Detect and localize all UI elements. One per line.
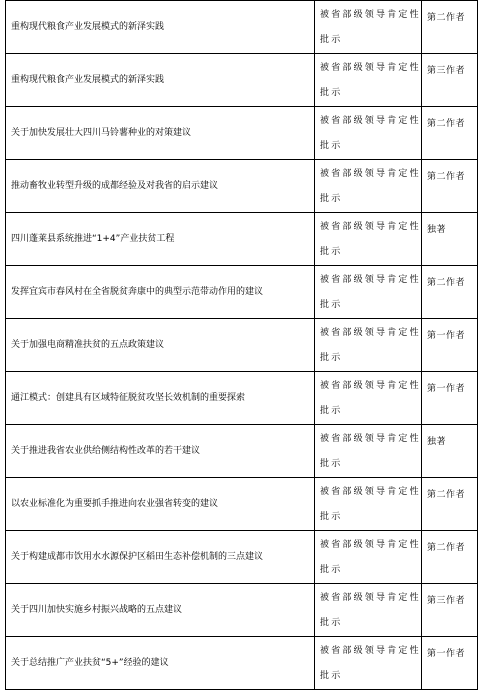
table-row xyxy=(6,584,478,637)
author-role: 第一作者 xyxy=(422,637,478,690)
table-row xyxy=(6,1,478,54)
table-body xyxy=(6,1,478,690)
approval-status: 被省部级领导肯定性批示 xyxy=(315,531,422,584)
table-row xyxy=(6,319,478,372)
author-role: 第三作者 xyxy=(422,584,478,637)
table-row xyxy=(6,637,478,690)
approval-status: 被省部级领导肯定性批示 xyxy=(315,107,422,160)
report-title: 关于加强电商精准扶贫的五点政策建议 xyxy=(6,319,315,372)
approval-status: 被省部级领导肯定性批示 xyxy=(315,266,422,319)
author-role: 第二作者 xyxy=(422,107,478,160)
report-title: 四川蓬莱县系统推进“1+4”产业扶贫工程 xyxy=(6,213,315,266)
approval-status: 被省部级领导肯定性批示 xyxy=(315,54,422,107)
report-title: 关于推进我省农业供给侧结构性改革的若干建议 xyxy=(6,425,315,478)
author-role: 第二作者 xyxy=(422,531,478,584)
author-role: 独著 xyxy=(422,425,478,478)
report-title: 关于加快发展壮大四川马铃薯种业的对策建议 xyxy=(6,107,315,160)
table-row xyxy=(6,54,478,107)
report-title: 重构现代粮食产业发展模式的新泽实践 xyxy=(6,1,315,54)
table-row xyxy=(6,478,478,531)
approval-status: 被省部级领导肯定性批示 xyxy=(315,319,422,372)
achievements-table xyxy=(5,0,478,690)
author-role: 第一作者 xyxy=(422,319,478,372)
table-row xyxy=(6,160,478,213)
approval-status: 被省部级领导肯定性批示 xyxy=(315,213,422,266)
author-role: 第二作者 xyxy=(422,160,478,213)
approval-status: 被省部级领导肯定性批示 xyxy=(315,584,422,637)
author-role: 第二作者 xyxy=(422,1,478,54)
table-row xyxy=(6,266,478,319)
report-title: 关于构建成都市饮用水水源保护区稻田生态补偿机制的三点建议 xyxy=(6,531,315,584)
author-role: 第一作者 xyxy=(422,372,478,425)
report-title: 推动畜牧业转型升级的成都经验及对我省的启示建议 xyxy=(6,160,315,213)
approval-status: 被省部级领导肯定性批示 xyxy=(315,425,422,478)
approval-status: 被省部级领导肯定性批示 xyxy=(315,160,422,213)
approval-status: 被省部级领导肯定性批示 xyxy=(315,1,422,54)
approval-status: 被省部级领导肯定性批示 xyxy=(315,478,422,531)
author-role: 第三作者 xyxy=(422,54,478,107)
author-role: 独著 xyxy=(422,213,478,266)
report-title: 关于总结推广产业扶贫“5+”经验的建议 xyxy=(6,637,315,690)
table-row xyxy=(6,107,478,160)
report-title: 以农业标准化为重要抓手推进向农业强省转变的建议 xyxy=(6,478,315,531)
author-role: 第二作者 xyxy=(422,478,478,531)
report-title: 通江模式：创建具有区域特征脱贫攻坚长效机制的重要探索 xyxy=(6,372,315,425)
approval-status: 被省部级领导肯定性批示 xyxy=(315,637,422,690)
table-row xyxy=(6,425,478,478)
table-row xyxy=(6,213,478,266)
author-role: 第二作者 xyxy=(422,266,478,319)
table-row xyxy=(6,531,478,584)
table-row xyxy=(6,372,478,425)
report-title: 关于四川加快实施乡村振兴战略的五点建议 xyxy=(6,584,315,637)
report-title: 重构现代粮食产业发展模式的新泽实践 xyxy=(6,54,315,107)
approval-status: 被省部级领导肯定性批示 xyxy=(315,372,422,425)
report-title: 发挥宜宾市春风村在全省脱贫奔康中的典型示范带动作用的建议 xyxy=(6,266,315,319)
